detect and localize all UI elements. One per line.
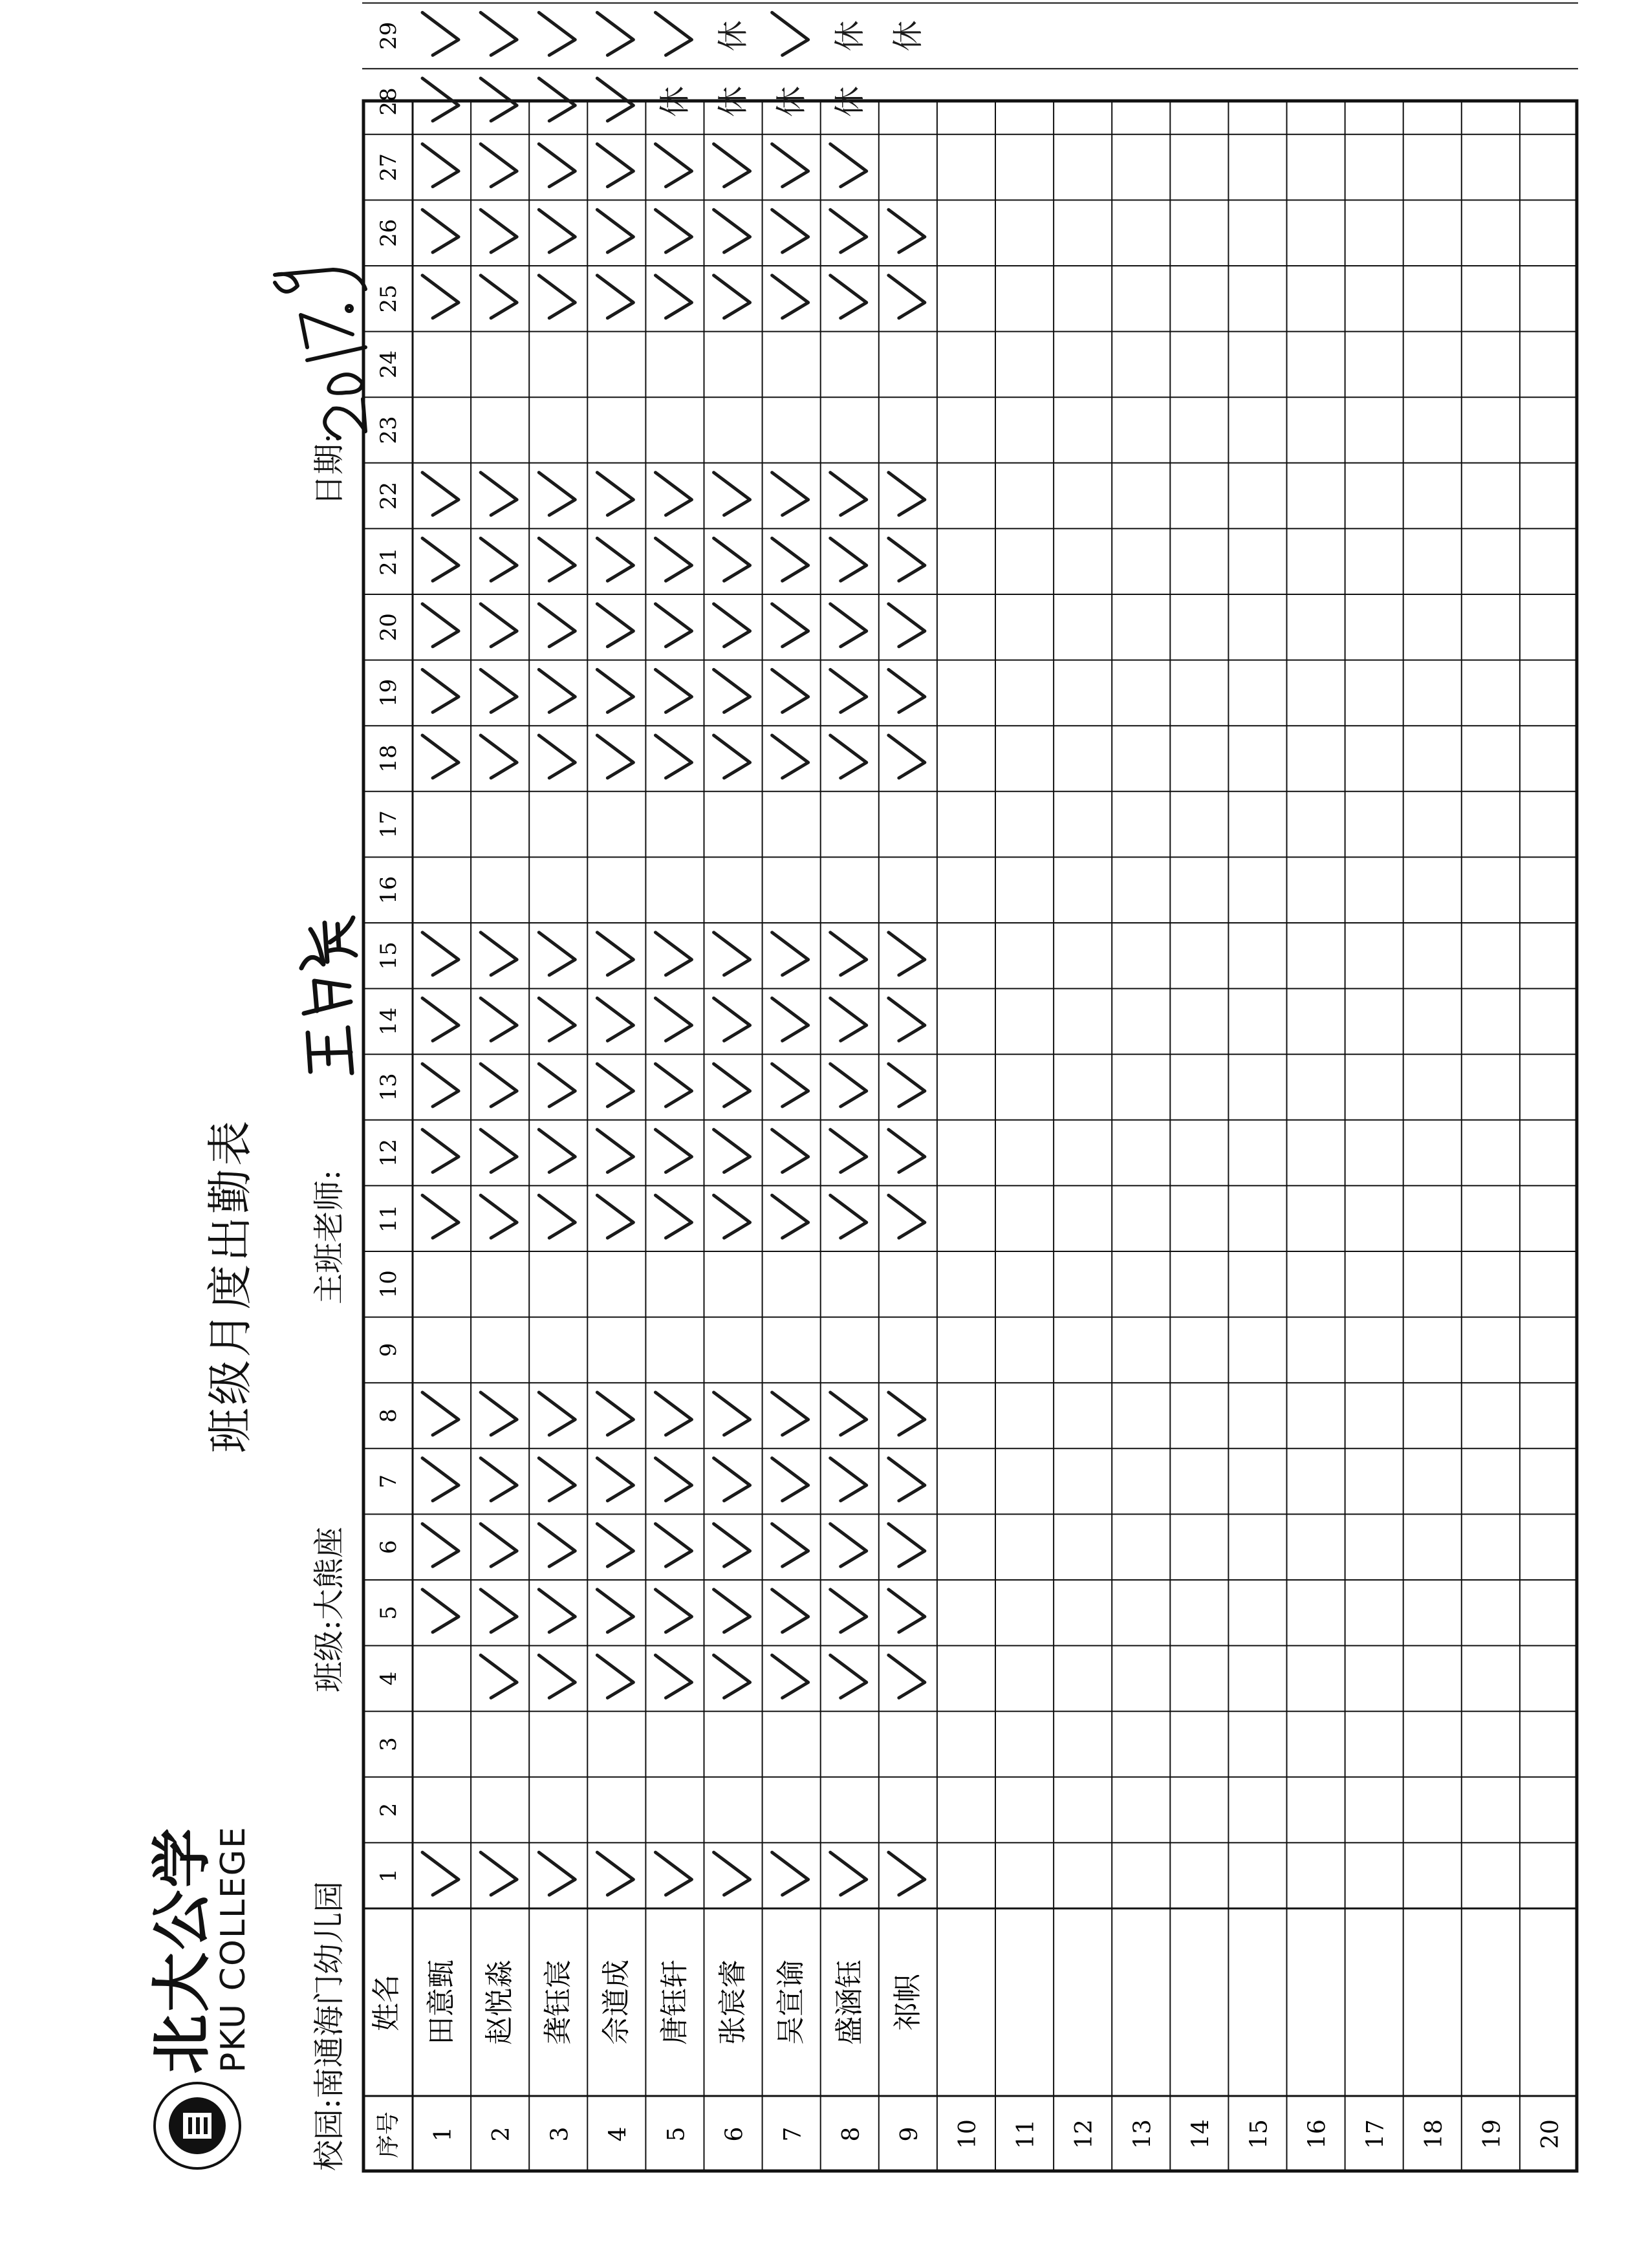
checkmark-icon (830, 604, 867, 647)
checkmark-icon (772, 1655, 808, 1698)
row-number: 4 (605, 2126, 632, 2142)
checkmark-icon (830, 1195, 867, 1238)
day-header-18: 18 (376, 744, 402, 773)
day-header-5: 5 (376, 1605, 402, 1620)
checkmark-icon (714, 473, 750, 515)
checkmark-icon (772, 604, 808, 647)
checkmark-icon (772, 275, 808, 318)
day-header-1: 1 (376, 1868, 402, 1883)
student-name: 祁帜 (891, 1974, 924, 2031)
checkmark-icon (889, 1392, 925, 1435)
page-title: 班级月度出勤表 (204, 1118, 257, 1453)
day-header-4: 4 (376, 1671, 402, 1686)
row-number: 8 (838, 2126, 865, 2142)
checkmark-icon (597, 604, 633, 647)
column-header-name: 姓名 (370, 1974, 403, 2031)
checkmark-icon (422, 669, 459, 712)
checkmark-icon (481, 12, 517, 55)
row-number: 18 (1420, 2119, 1447, 2149)
checkmark-icon (539, 1392, 575, 1435)
pku-college-logo (146, 1825, 253, 2171)
rest-day-mark: 休 (656, 85, 693, 118)
checkmark-icon (539, 1130, 575, 1172)
checkmark-icon (830, 1655, 867, 1698)
checkmark-icon (539, 735, 575, 778)
checkmark-icon (772, 735, 808, 778)
checkmark-icon (655, 604, 691, 647)
checkmark-icon (889, 604, 925, 647)
checkmark-icon (422, 473, 459, 515)
checkmark-icon (830, 1590, 867, 1632)
checkmark-icon (422, 998, 459, 1041)
checkmark-icon (772, 933, 808, 975)
day-header-12: 12 (376, 1138, 402, 1167)
checkmark-icon (655, 210, 691, 252)
logo-chinese-name: 北大公学 (147, 1825, 217, 2074)
day-header-17: 17 (376, 810, 402, 839)
day-header-10: 10 (376, 1270, 402, 1299)
checkmark-icon (714, 1064, 750, 1107)
checkmark-icon (422, 144, 459, 187)
checkmark-icon (539, 604, 575, 647)
checkmark-icon (889, 473, 925, 515)
row-number: 9 (896, 2126, 923, 2142)
row-number: 13 (1129, 2119, 1156, 2149)
day-header-2: 2 (376, 1802, 402, 1817)
checkmark-icon (889, 1524, 925, 1566)
checkmark-icon (772, 1064, 808, 1107)
checkmark-icon (772, 473, 808, 515)
checkmark-icon (422, 1130, 459, 1172)
checkmark-icon (597, 1524, 633, 1566)
checkmark-icon (597, 1064, 633, 1107)
checkmark-icon (655, 735, 691, 778)
school-seal-icon (152, 2080, 243, 2171)
checkmark-icon (597, 275, 633, 318)
checkmark-icon (597, 1458, 633, 1501)
attendance-table (362, 20, 1578, 2172)
checkmark-icon (772, 1195, 808, 1238)
day-header-21: 21 (376, 547, 402, 576)
checkmark-icon (597, 998, 633, 1041)
checkmark-icon (772, 1130, 808, 1172)
day-header-24: 24 (376, 350, 402, 379)
checkmark-icon (481, 275, 517, 318)
day-header-3: 3 (376, 1737, 402, 1751)
student-name: 张宸睿 (716, 1960, 750, 2045)
checkmark-icon (889, 1064, 925, 1107)
checkmark-icon (830, 1524, 867, 1566)
checkmark-icon (714, 1524, 750, 1566)
checkmark-icon (481, 1852, 517, 1895)
checkmark-icon (481, 1590, 517, 1632)
checkmark-icon (655, 933, 691, 975)
checkmark-icon (422, 933, 459, 975)
checkmark-icon (481, 998, 517, 1041)
checkmark-icon (481, 669, 517, 712)
day-header-23: 23 (376, 416, 402, 444)
checkmark-icon (655, 473, 691, 515)
checkmark-icon (889, 735, 925, 778)
logo-english-name: PKU COLLEGE (214, 1826, 253, 2073)
row-number: 14 (1187, 2119, 1215, 2149)
day-header-14: 14 (376, 1007, 402, 1036)
student-rows (425, 1960, 1564, 2149)
row-number: 19 (1478, 2119, 1506, 2149)
checkmark-icon (481, 1130, 517, 1172)
checkmark-icon (481, 1524, 517, 1566)
checkmark-icon (655, 1130, 691, 1172)
checkmark-icon (889, 210, 925, 252)
checkmark-icon (830, 735, 867, 778)
checkmark-icon (539, 1590, 575, 1632)
checkmark-icon (772, 538, 808, 581)
checkmark-icon (714, 144, 750, 187)
checkmark-icon (772, 998, 808, 1041)
checkmark-icon (539, 473, 575, 515)
checkmark-icon (481, 473, 517, 515)
checkmark-icon (772, 669, 808, 712)
checkmark-icon (772, 12, 808, 55)
row-number: 17 (1362, 2119, 1389, 2149)
checkmark-icon (422, 1195, 459, 1238)
day-header-13: 13 (376, 1073, 402, 1101)
checkmark-icon (714, 210, 750, 252)
row-number: 11 (1013, 2119, 1040, 2149)
checkmark-icon (889, 1130, 925, 1172)
checkmark-icon (889, 538, 925, 581)
student-name: 吴宣谕 (774, 1960, 808, 2045)
checkmark-icon (655, 1524, 691, 1566)
row-number: 20 (1537, 2119, 1564, 2149)
checkmark-icon (830, 998, 867, 1041)
row-number: 6 (721, 2126, 748, 2142)
checkmark-icon (714, 538, 750, 581)
checkmark-icon (481, 538, 517, 581)
column-header-number: 序号 (375, 2111, 402, 2159)
checkmark-icon (655, 1064, 691, 1107)
checkmark-icon (830, 669, 867, 712)
checkmark-icon (539, 998, 575, 1041)
checkmark-icon (422, 538, 459, 581)
teacher-label: 主班老师: (311, 1169, 347, 1304)
day-header-28: 28 (376, 87, 402, 116)
checkmark-icon (539, 1852, 575, 1895)
student-name: 龚钰宸 (541, 1960, 575, 2045)
student-name: 佘道成 (600, 1960, 633, 2045)
checkmark-icon (539, 144, 575, 187)
checkmark-icon (422, 1524, 459, 1566)
checkmark-icon (597, 933, 633, 975)
checkmark-icon (481, 735, 517, 778)
checkmark-icon (889, 669, 925, 712)
day-header-16: 16 (376, 876, 402, 904)
rest-day-mark: 休 (715, 20, 752, 52)
day-header-19: 19 (376, 678, 402, 707)
checkmark-icon (830, 1064, 867, 1107)
rest-day-mark: 休 (831, 85, 868, 118)
checkmark-icon (714, 1195, 750, 1238)
checkmark-icon (714, 604, 750, 647)
checkmark-icon (655, 1655, 691, 1698)
checkmark-icon (597, 538, 633, 581)
checkmark-icon (830, 1852, 867, 1895)
checkmark-icon (772, 1458, 808, 1501)
class-label: 班级:大熊座 (311, 1526, 347, 1692)
teacher-signature (291, 910, 362, 1078)
checkmark-icon (539, 669, 575, 712)
checkmark-icon (481, 1195, 517, 1238)
rest-day-mark: 休 (773, 85, 810, 118)
checkmark-icon (889, 1655, 925, 1698)
checkmark-icon (655, 669, 691, 712)
checkmark-icon (714, 1392, 750, 1435)
checkmark-icon (714, 1590, 750, 1632)
day-header-22: 22 (376, 481, 402, 510)
checkmark-icon (889, 1590, 925, 1632)
checkmark-icon (830, 144, 867, 187)
checkmark-icon (597, 1590, 633, 1632)
row-number: 1 (430, 2126, 457, 2142)
checkmark-icon (597, 1130, 633, 1172)
checkmark-icon (714, 933, 750, 975)
day-header-29: 29 (376, 21, 402, 50)
student-name: 赵悦淼 (483, 1960, 517, 2045)
student-name: 唐钰轩 (658, 1960, 691, 2045)
checkmark-icon (830, 1458, 867, 1501)
checkmark-icon (597, 669, 633, 712)
checkmark-icon (539, 933, 575, 975)
checkmark-icon (889, 998, 925, 1041)
day-header-8: 8 (376, 1409, 402, 1423)
checkmark-icon (714, 669, 750, 712)
checkmark-icon (714, 1852, 750, 1895)
day-header-20: 20 (376, 613, 402, 642)
checkmark-icon (539, 210, 575, 252)
row-number: 12 (1071, 2119, 1098, 2149)
checkmark-icon (714, 1655, 750, 1698)
checkmark-icon (655, 12, 691, 55)
checkmark-icon (597, 12, 633, 55)
checkmark-icon (889, 933, 925, 975)
checkmark-icon (889, 1852, 925, 1895)
rest-day-mark: 休 (889, 20, 926, 52)
row-number: 7 (779, 2126, 807, 2142)
checkmark-icon (539, 538, 575, 581)
checkmark-icon (655, 538, 691, 581)
checkmark-icon (714, 735, 750, 778)
row-number: 3 (547, 2126, 574, 2142)
checkmark-icon (714, 275, 750, 318)
checkmark-icon (772, 1590, 808, 1632)
checkmark-icon (889, 275, 925, 318)
checkmark-icon (830, 275, 867, 318)
rest-day-mark: 休 (715, 85, 752, 118)
checkmark-icon (655, 1590, 691, 1632)
checkmark-icon (714, 998, 750, 1041)
checkmark-icon (830, 538, 867, 581)
day-header-15: 15 (376, 942, 402, 970)
checkmark-icon (597, 210, 633, 252)
checkmark-icon (772, 1852, 808, 1895)
checkmark-icon (422, 735, 459, 778)
checkmark-icon (539, 275, 575, 318)
day-header-25: 25 (376, 285, 402, 313)
checkmark-icon (422, 275, 459, 318)
checkmark-icon (830, 1392, 867, 1435)
checkmark-icon (597, 1195, 633, 1238)
checkmark-icon (597, 1852, 633, 1895)
checkmark-icon (830, 210, 867, 252)
student-name: 盛涵钰 (832, 1960, 866, 2045)
checkmark-icon (655, 1392, 691, 1435)
checkmark-icon (422, 1064, 459, 1107)
checkmark-icon (422, 1590, 459, 1632)
checkmark-icon (830, 933, 867, 975)
row-number: 2 (488, 2126, 515, 2142)
checkmark-icon (539, 1458, 575, 1501)
checkmark-icon (597, 473, 633, 515)
checkmark-icon (597, 144, 633, 187)
checkmark-icon (772, 144, 808, 187)
day-header-7: 7 (376, 1474, 402, 1489)
checkmark-icon (655, 275, 691, 318)
checkmark-icon (714, 1458, 750, 1501)
checkmark-icon (714, 1130, 750, 1172)
table-gridlines (362, 0, 1578, 2172)
checkmark-icon (481, 933, 517, 975)
checkmark-icon (655, 1852, 691, 1895)
checkmark-icon (481, 1392, 517, 1435)
student-name: 田意甄 (425, 1960, 459, 2045)
day-header-6: 6 (376, 1540, 402, 1555)
checkmark-icon (422, 210, 459, 252)
day-header-9: 9 (376, 1343, 402, 1357)
rest-day-mark: 休 (831, 20, 868, 52)
checkmark-icon (597, 735, 633, 778)
checkmark-icon (422, 12, 459, 55)
checkmark-icon (772, 210, 808, 252)
day-header-11: 11 (376, 1204, 402, 1233)
day-header-row (376, 0, 402, 1883)
checkmark-icon (422, 604, 459, 647)
checkmark-icon (539, 1524, 575, 1566)
checkmark-icon (772, 1392, 808, 1435)
campus-label: 校园:南通海门幼儿园 (311, 1881, 347, 2171)
date-label: 日期: (311, 433, 347, 506)
row-number: 10 (954, 2119, 981, 2149)
checkmark-icon (422, 1458, 459, 1501)
checkmark-icon (655, 998, 691, 1041)
row-number: 5 (663, 2126, 690, 2142)
checkmark-icon (830, 473, 867, 515)
checkmark-icon (655, 1458, 691, 1501)
checkmark-icon (772, 1524, 808, 1566)
day-header-27: 27 (376, 153, 402, 182)
attendance-marks (422, 0, 926, 1895)
checkmark-icon (655, 144, 691, 187)
checkmark-icon (539, 1195, 575, 1238)
checkmark-icon (481, 1655, 517, 1698)
checkmark-icon (597, 1655, 633, 1698)
checkmark-icon (597, 1392, 633, 1435)
day-header-26: 26 (376, 219, 402, 247)
row-number: 16 (1304, 2119, 1331, 2149)
checkmark-icon (539, 1064, 575, 1107)
checkmark-icon (481, 1064, 517, 1107)
checkmark-icon (481, 144, 517, 187)
checkmark-icon (481, 604, 517, 647)
checkmark-icon (830, 1130, 867, 1172)
checkmark-icon (539, 1655, 575, 1698)
checkmark-icon (481, 210, 517, 252)
checkmark-icon (422, 1852, 459, 1895)
row-number: 15 (1246, 2119, 1273, 2149)
checkmark-icon (889, 1195, 925, 1238)
checkmark-icon (655, 1195, 691, 1238)
checkmark-icon (889, 1458, 925, 1501)
checkmark-icon (422, 1392, 459, 1435)
checkmark-icon (481, 1458, 517, 1501)
checkmark-icon (539, 12, 575, 55)
